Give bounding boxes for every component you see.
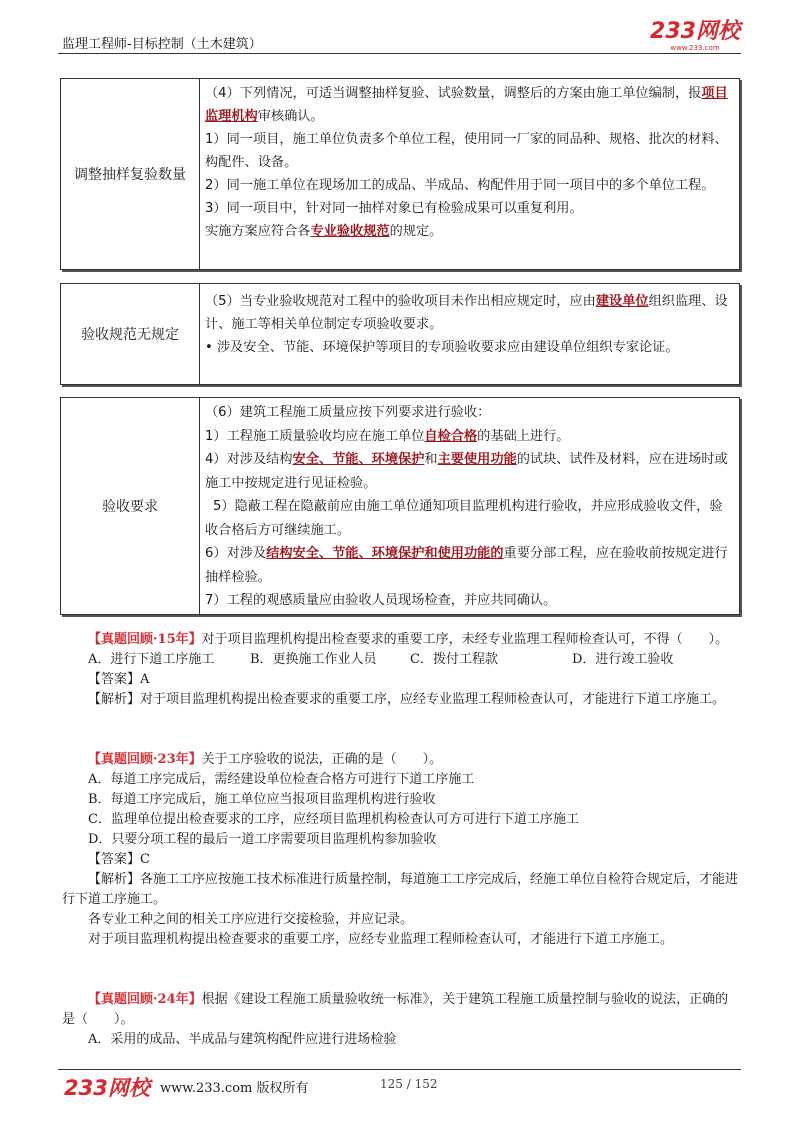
text-run: 1）工程施工质量验收均应在施工单位	[205, 428, 425, 444]
table-line	[205, 495, 733, 542]
highlight-term: 自检合格	[424, 428, 478, 444]
table-line	[205, 589, 733, 613]
highlight-term: 专业验收规范	[310, 224, 390, 239]
question-tag: 【真题回顾·15年】	[88, 632, 202, 647]
text-run: 组织监理、设计、施工等相关单位制定专项验收要求。	[205, 294, 728, 332]
table-content	[200, 284, 739, 384]
table-line	[205, 425, 733, 449]
logo-url: www.233.com	[670, 44, 720, 52]
table-line	[205, 197, 733, 220]
option-d: D．只要分项工程的最后一道工序需要项目监理机构参加验收	[88, 832, 437, 847]
question-stem: 对于项目监理机构提出检查要求的重要工序，未经专业监理工程师检查认可，不得（ ）。	[201, 632, 729, 647]
highlight-term: 项目监理机构	[205, 86, 728, 124]
table-line	[205, 401, 733, 425]
text-run: 的基础上进行。	[477, 428, 570, 444]
text-run: 6）对涉及	[205, 546, 267, 561]
analysis-2: 各专业工种之间的相关工序应进行交接检验，并应记录。	[88, 912, 414, 927]
text-run: 1）同一项目，施工单位负责多个单位工程，使用同一厂家的同品种、规格、批次的材料、构配件、设备。	[205, 132, 728, 170]
table-line	[205, 174, 733, 197]
text-run: 审核确认。	[257, 109, 324, 124]
question-tag: 【真题回顾·23年】	[88, 752, 202, 767]
brand-logo[interactable]	[650, 20, 740, 52]
option-a: A．进行下道工序施工	[88, 652, 215, 667]
text-run: 5）隐蔽工程在隐蔽前应由施工单位通知项目监理机构进行验收，并应形成验收文件，验收合格后方可继续施工。	[205, 499, 723, 538]
question-tag: 【真题回顾·24年】	[88, 992, 202, 1007]
table-line	[205, 220, 733, 243]
text-run: 和	[424, 452, 438, 467]
text-run: （6）建筑工程施工质量应按下列要求进行验收：	[205, 405, 491, 420]
answer: 【答案】C	[88, 852, 150, 867]
table-content	[200, 79, 739, 269]
table-content	[200, 398, 739, 614]
analysis-3: 对于项目监理机构提出检查要求的重要工序，应经专业监理工程师检查认可，才能进行下道工序施工。	[88, 932, 674, 947]
table-line	[205, 128, 733, 174]
question-23	[62, 750, 738, 950]
option-c: C．监理单位提出检查要求的工序，应经项目监理机构检查认可方可进行下道工序施工	[88, 812, 579, 827]
text-run: （5）当专业验收规范对工程中的验收项目未作出相应规定时，应由	[205, 294, 596, 309]
option-c: C．拨付工程款	[410, 652, 498, 667]
logo-text: 233网校	[650, 19, 740, 44]
text-run: 2）同一施工单位在现场加工的成品、半成品、构配件用于同一项目中的多个单位工程。	[205, 178, 715, 193]
question-15	[62, 630, 738, 710]
text-run: 重要分部工程，应在验收前按规定进行抽样检验。	[205, 546, 728, 585]
table-line	[205, 82, 733, 128]
table-line	[205, 448, 733, 495]
text-run: 实施方案应符合各	[205, 224, 311, 239]
text-run: 的试块、试件及材料，应在进场时或施工中按规定进行见证检验。	[205, 452, 728, 491]
footer-divider	[58, 1069, 741, 1070]
text-run: • 涉及安全、节能、环境保护等项目的专项验收要求应由建设单位组织专家论证。	[205, 340, 679, 355]
option-a: A．每道工序完成后，需经建设单位检查合格方可进行下道工序施工	[88, 772, 475, 787]
table-adjust-sampling	[60, 78, 740, 270]
table-line	[205, 542, 733, 589]
option-a: A．采用的成品、半成品与建筑构配件应进行进场检验	[88, 1032, 397, 1047]
highlight-term: 安全、节能、环境保护	[292, 452, 425, 467]
option-b: B．更换施工作业人员	[250, 652, 377, 667]
table-line	[205, 290, 733, 336]
page-number: 125 / 152	[380, 1077, 438, 1091]
text-run: 7）工程的观感质量应由验收人员现场检查，并应共同确认。	[205, 593, 557, 608]
header-title: 监理工程师-目标控制（土木建筑）	[62, 37, 262, 52]
option-b: B．每道工序完成后，施工单位应当报项目监理机构进行验收	[88, 792, 436, 807]
table-line	[205, 336, 733, 359]
question-stem: 根据《建设工程施工质量验收统一标准》，关于建筑工程施工质量控制与验收的说法，正确的是（ ）。	[62, 992, 729, 1027]
analysis: 【解析】对于项目监理机构提出检查要求的重要工序，应经专业监理工程师检查认可，才能进行下道工序施工。	[88, 692, 726, 707]
text-run: 的规定。	[389, 224, 443, 239]
highlight-term: 主要使用功能	[437, 452, 517, 467]
highlight-term: 结构安全、节能、环境保护和使用功能的	[266, 546, 504, 561]
highlight-term: 建设单位	[595, 294, 649, 309]
text-run: （4）下列情况，可适当调整抽样复验、试验数量，调整后的方案由施工单位编制，报	[205, 86, 702, 101]
footer-logo[interactable]: 233网校	[64, 1076, 150, 1100]
answer: 【答案】A	[88, 672, 150, 687]
table-label: 调整抽样复验数量	[61, 79, 200, 269]
table-label: 验收规范无规定	[61, 284, 200, 384]
table-acceptance-requirements	[60, 397, 740, 615]
footer-copyright: www.233.com 版权所有	[160, 1081, 309, 1096]
header-divider	[58, 53, 741, 54]
option-d: D．进行竣工验收	[572, 652, 674, 667]
analysis-1: 【解析】各施工工序应按施工技术标准进行质量控制，每道施工工序完成后，经施工单位自检符合规定后，才能进行下道工序施工。	[62, 872, 739, 907]
text-run: 4）对涉及结构	[205, 452, 293, 467]
question-24	[62, 990, 738, 1050]
text-run: 3）同一项目中，针对同一抽样对象已有检验成果可以重复利用。	[205, 201, 583, 216]
table-label: 验收要求	[61, 398, 200, 614]
question-stem: 关于工序验收的说法，正确的是（ ）。	[201, 752, 443, 767]
table-no-spec	[60, 283, 740, 385]
